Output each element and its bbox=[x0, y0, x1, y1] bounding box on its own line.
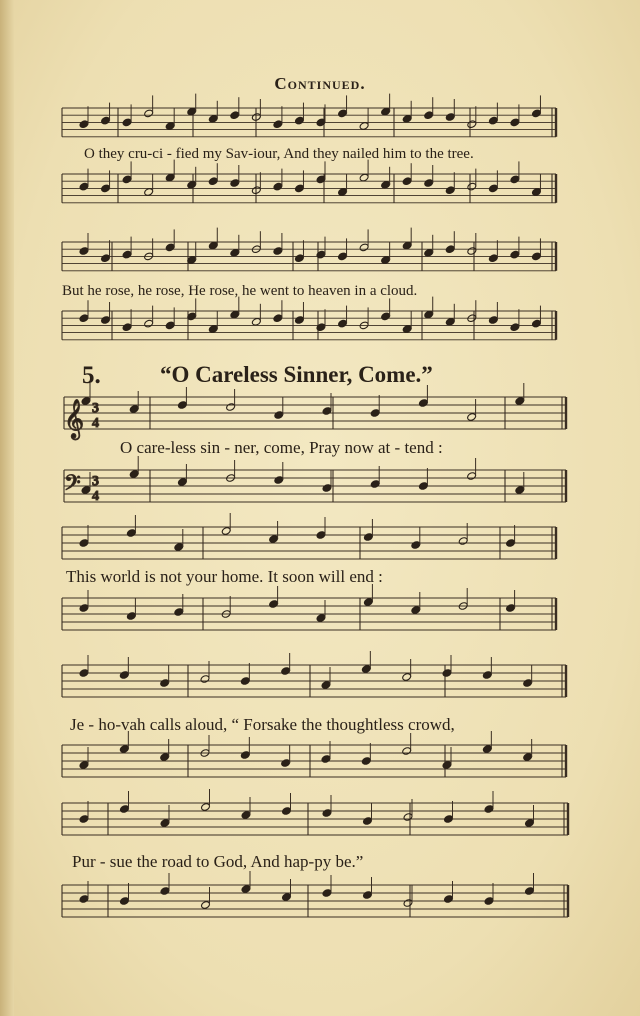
hymn-title: “O Careless Sinner, Come.” bbox=[160, 362, 433, 387]
page-heading: Continued. bbox=[274, 74, 366, 93]
hymn5-lyrics-line-1: O care-less sin - ner, come, Pray now at - tend : bbox=[120, 438, 443, 457]
time-signature-top: 3 bbox=[92, 474, 99, 489]
bass-clef-icon: 𝄢 bbox=[64, 471, 81, 501]
time-signature-top: 3 bbox=[92, 401, 99, 416]
hymn5-lyrics-line-3: Je - ho-vah calls aloud, “ Forsake the thoughtless crowd, bbox=[70, 715, 455, 734]
hymn5-lyrics-line-4: Pur - sue the road to God, And hap-py be.” bbox=[72, 852, 364, 871]
time-signature-bottom: 4 bbox=[92, 489, 99, 504]
continued-lyrics-line-1: O they cru-ci - fied my Sav-iour, And they nailed him to the tree. bbox=[84, 146, 474, 162]
hymn-number: 5. bbox=[82, 362, 101, 389]
treble-clef-icon: 𝄞 bbox=[64, 399, 85, 439]
continued-lyrics-line-2: But he rose, he rose, He rose, he went to heaven in a cloud. bbox=[62, 283, 418, 299]
hymn5-lyrics-line-2: This world is not your home. It soon will end : bbox=[66, 567, 383, 586]
time-signature-bottom: 4 bbox=[92, 416, 99, 431]
